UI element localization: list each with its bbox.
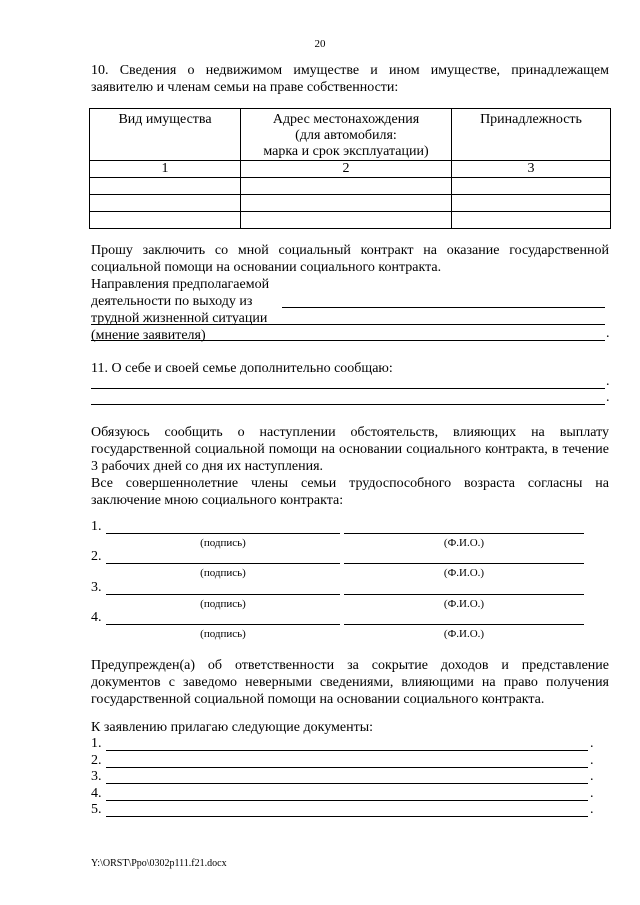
table-row bbox=[90, 212, 611, 229]
name-line bbox=[344, 563, 584, 564]
signature-number: 3. bbox=[91, 580, 102, 595]
signature-caption: (подпись) bbox=[200, 567, 246, 579]
table-cell: 3 bbox=[452, 161, 611, 178]
name-caption: (Ф.И.О.) bbox=[443, 598, 485, 610]
name-caption: (Ф.И.О.) bbox=[443, 628, 485, 640]
line-end-dot: . bbox=[590, 753, 594, 768]
request-direction-label: Направления предполагаемой деятельности по выходу из трудной жизненной ситуации (мнение заявителя) bbox=[91, 277, 270, 343]
file-path-footer: Y:\ORST\Ppo\0302p111.f21.docx bbox=[91, 858, 227, 869]
signature-number: 4. bbox=[91, 610, 102, 625]
signature-line bbox=[106, 594, 340, 595]
warning-text: Предупрежден(а) об ответственности за сокрытие доходов и представление документов с заведомо неверными сведениями, влияющими на право получения государственной социальной помощи на основании социального контракта. bbox=[91, 658, 609, 707]
signature-line bbox=[106, 624, 340, 625]
signature-line bbox=[106, 533, 340, 534]
attachment-line bbox=[106, 750, 588, 751]
attachment-number: 3. bbox=[91, 769, 102, 784]
line-end-dot: . bbox=[606, 390, 610, 405]
section-11-heading: 11. О себе и своей семье дополнительно сообщаю: bbox=[91, 361, 393, 376]
attachment-number: 2. bbox=[91, 753, 102, 768]
attachment-number: 5. bbox=[91, 802, 102, 817]
signature-caption: (подпись) bbox=[200, 537, 246, 549]
attachment-number: 1. bbox=[91, 736, 102, 751]
attachment-line bbox=[106, 800, 588, 801]
name-line bbox=[344, 624, 584, 625]
line-end-dot: . bbox=[590, 736, 594, 751]
obligation-text: Обязуюсь сообщить о наступлении обстоятельств, влияющих на выплату государственной социальной помощи на основании социального контракта, в течение 3 рабочих дней со дня их наступления. bbox=[91, 425, 609, 474]
signature-line bbox=[106, 563, 340, 564]
attachment-line bbox=[106, 767, 588, 768]
name-line bbox=[344, 533, 584, 534]
line-end-dot: . bbox=[590, 786, 594, 801]
signature-number: 1. bbox=[91, 519, 102, 534]
page-number: 20 bbox=[314, 38, 326, 50]
request-text: Прошу заключить со мной социальный контракт на оказание государственной социальной помощи на основании социального контракта. bbox=[91, 243, 609, 275]
table-number-row bbox=[90, 161, 611, 178]
table-header-cell: Вид имущества bbox=[90, 109, 241, 161]
info-fill-line bbox=[91, 388, 605, 389]
name-caption: (Ф.И.О.) bbox=[443, 567, 485, 579]
table-cell: 1 bbox=[90, 161, 241, 178]
consent-text: Все совершеннолетние члены семьи трудоспособного возраста согласны на заключение мною социального контракта: bbox=[91, 476, 609, 508]
table-row bbox=[90, 178, 611, 195]
request-fill-line bbox=[91, 340, 605, 341]
table-header-cell: Принадлежность bbox=[452, 109, 611, 161]
section-10-heading: 10. Сведения о недвижимом имуществе и ином имуществе, принадлежащем заявителю и членам семьи на праве собственности: bbox=[91, 63, 609, 95]
table-header-cell: Адрес местонахождения (для автомобиля: марка и срок эксплуатации) bbox=[241, 109, 452, 161]
table-cell: 2 bbox=[241, 161, 452, 178]
signature-number: 2. bbox=[91, 549, 102, 564]
attachment-line bbox=[106, 816, 588, 817]
line-end-dot: . bbox=[606, 326, 610, 341]
attachments-heading: К заявлению прилагаю следующие документы: bbox=[91, 720, 374, 735]
info-fill-line bbox=[91, 404, 605, 405]
table-header-row bbox=[90, 109, 611, 161]
request-fill-line bbox=[282, 307, 605, 308]
line-end-dot: . bbox=[590, 802, 594, 817]
property-table bbox=[89, 108, 611, 229]
attachment-number: 4. bbox=[91, 786, 102, 801]
table-row bbox=[90, 195, 611, 212]
signature-caption: (подпись) bbox=[200, 628, 246, 640]
name-caption: (Ф.И.О.) bbox=[443, 537, 485, 549]
line-end-dot: . bbox=[590, 769, 594, 784]
line-end-dot: . bbox=[606, 374, 610, 389]
request-fill-line bbox=[91, 324, 605, 325]
name-line bbox=[344, 594, 584, 595]
attachment-line bbox=[106, 783, 588, 784]
signature-caption: (подпись) bbox=[200, 598, 246, 610]
